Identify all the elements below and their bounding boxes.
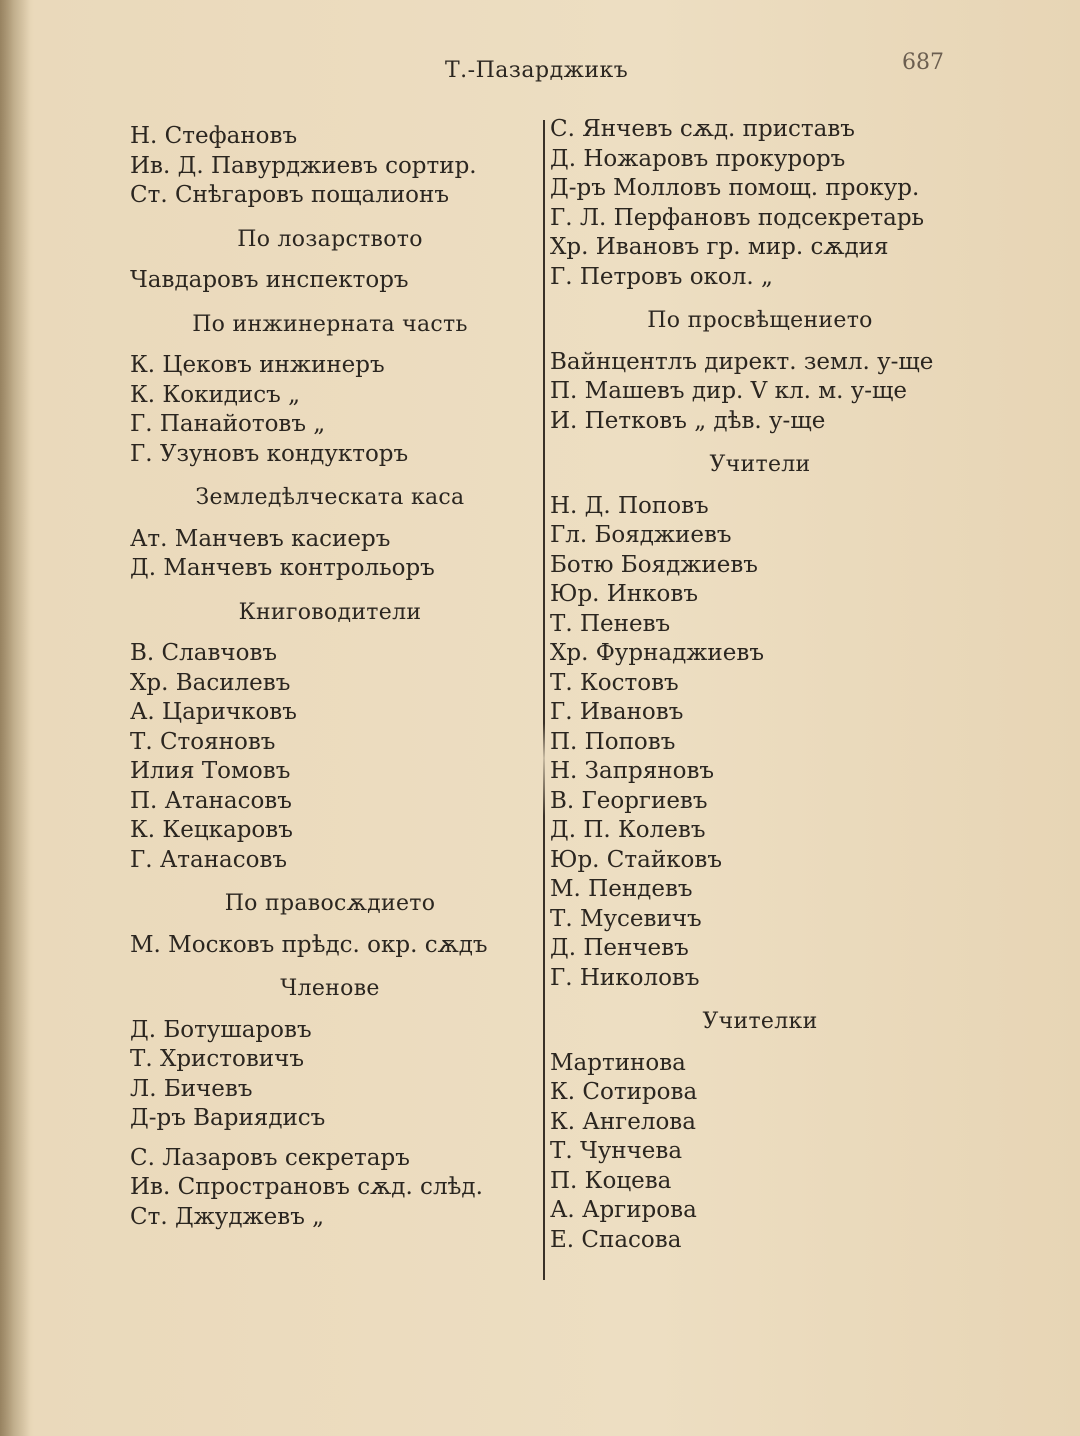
section-heading-knigovoditeli: Книговодители [238, 599, 422, 625]
list-item: Н. Д. Поповъ [550, 492, 709, 519]
list-item: П. Атанасовъ [130, 787, 292, 814]
list-item: К. Кецкаровъ [130, 817, 293, 843]
list-item: Г. Петровъ окол. „ [550, 263, 773, 290]
list-item: Д. Ботушаровъ [130, 1016, 312, 1043]
section-heading-uchitelki: Учителки [702, 1009, 818, 1034]
section-heading-lozarstvo: По лозарството [237, 226, 423, 252]
spacer [130, 1134, 530, 1144]
list-item: Д-ръ Молловъ помощ. прокур. [550, 175, 920, 201]
list-item: Г. Панайотовъ „ [130, 411, 326, 437]
list-item: Л. Бичевъ [130, 1075, 253, 1102]
list-item: Ат. Манчевъ касиеръ [130, 525, 391, 552]
list-item: Хр. Василевъ [130, 669, 291, 696]
section-heading-inzhinerna: По инжинерната часть [192, 311, 468, 337]
list-item: Д. П. Колевъ [550, 817, 706, 843]
list-item: М. Московъ прѣдс. окр. сѫдъ [130, 931, 488, 958]
column-divider [543, 120, 545, 1280]
list-item: К. Сотирова [550, 1079, 698, 1105]
list-item: К. Цековъ инжинеръ [130, 352, 385, 378]
list-item: Д-ръ Вариядисъ [130, 1105, 326, 1131]
list-item: Т. Костовъ [550, 669, 679, 696]
list-item: М. Пендевъ [550, 876, 693, 902]
section-heading-zemledelcheska: Земледѣлческата каса [195, 485, 465, 510]
list-item: К. Ангелова [550, 1108, 696, 1135]
list-item: В. Славчовъ [130, 640, 278, 666]
section-heading-uchiteli: Учители [709, 452, 811, 477]
list-item: Хр. Ивановъ гр. мир. сѫдия [550, 234, 889, 260]
list-item: С. Янчевъ сѫд. приставъ [550, 116, 855, 142]
list-item: Т. Пеневъ [550, 610, 671, 637]
list-item: Г. Л. Перфановъ подсекретарь [550, 204, 925, 231]
list-item: Ив. Спространовъ сѫд. слѣд. [130, 1174, 483, 1200]
list-item: Ботю Бояджиевъ [550, 551, 758, 578]
list-item: Чавдаровъ инспекторъ [130, 267, 409, 293]
list-item: П. Коцева [550, 1167, 672, 1194]
list-item: Хр. Фурнаджиевъ [550, 640, 764, 666]
list-item: Н. Запряновъ [550, 758, 715, 784]
running-header-title: Т.-Пазарджикъ [445, 58, 629, 83]
list-item: Вайнцентлъ директ. земл. у-ще [550, 348, 934, 375]
list-item: Г. Николовъ [550, 964, 700, 991]
list-item: Ст. Снѣгаровъ пощалионъ [130, 182, 449, 208]
list-item: Гл. Бояджиевъ [550, 522, 732, 548]
list-item: Г. Ивановъ [550, 699, 684, 725]
list-item: Т. Чунчева [550, 1138, 683, 1164]
list-item: Т. Стояновъ [130, 728, 276, 755]
section-heading-chlenove: Членове [280, 976, 380, 1001]
list-item: К. Кокидисъ „ [130, 381, 301, 408]
list-item: Е. Спасова [550, 1226, 682, 1253]
list-item: П. Машевъ дир. V кл. м. у-ще [550, 378, 908, 404]
page-number: 687 [902, 50, 944, 75]
list-item: Мартинова [550, 1049, 686, 1076]
list-item: В. Георгиевъ [550, 787, 708, 814]
list-item: Ив. Д. Павурджиевъ сортир. [130, 152, 477, 179]
list-item: Т. Мусевичъ [550, 905, 702, 932]
list-item: А. Царичковъ [130, 699, 297, 725]
list-item: Д. Пенчевъ [550, 935, 689, 961]
section-heading-pravosadie: По правосѫдието [224, 891, 436, 916]
binding-shadow [0, 0, 30, 1436]
list-item: Ст. Джуджевъ „ [130, 1203, 325, 1230]
list-item: П. Поповъ [550, 728, 676, 755]
list-item: Г. Атанасовъ [130, 846, 288, 873]
left-column [130, 122, 530, 1232]
list-item: Г. Узуновъ кондукторъ [130, 440, 409, 467]
list-item: Т. Христовичъ [130, 1046, 304, 1072]
list-item: Илия Томовъ [130, 758, 291, 784]
right-column [550, 115, 970, 1255]
list-item: Д. Ножаровъ прокуроръ [550, 145, 846, 172]
list-item: С. Лазаровъ секретаръ [130, 1144, 410, 1171]
list-item: Юр. Инковъ [550, 581, 698, 607]
section-heading-prosveshtenie: По просвѣщението [647, 308, 873, 333]
list-item: Н. Стефановъ [130, 123, 298, 149]
list-item: Юр. Стайковъ [550, 846, 722, 873]
list-item: Д. Манчевъ контрольоръ [130, 555, 435, 581]
list-item: А. Аргирова [550, 1197, 697, 1223]
list-item: И. Петковъ „ дѣв. у-ще [550, 407, 826, 434]
